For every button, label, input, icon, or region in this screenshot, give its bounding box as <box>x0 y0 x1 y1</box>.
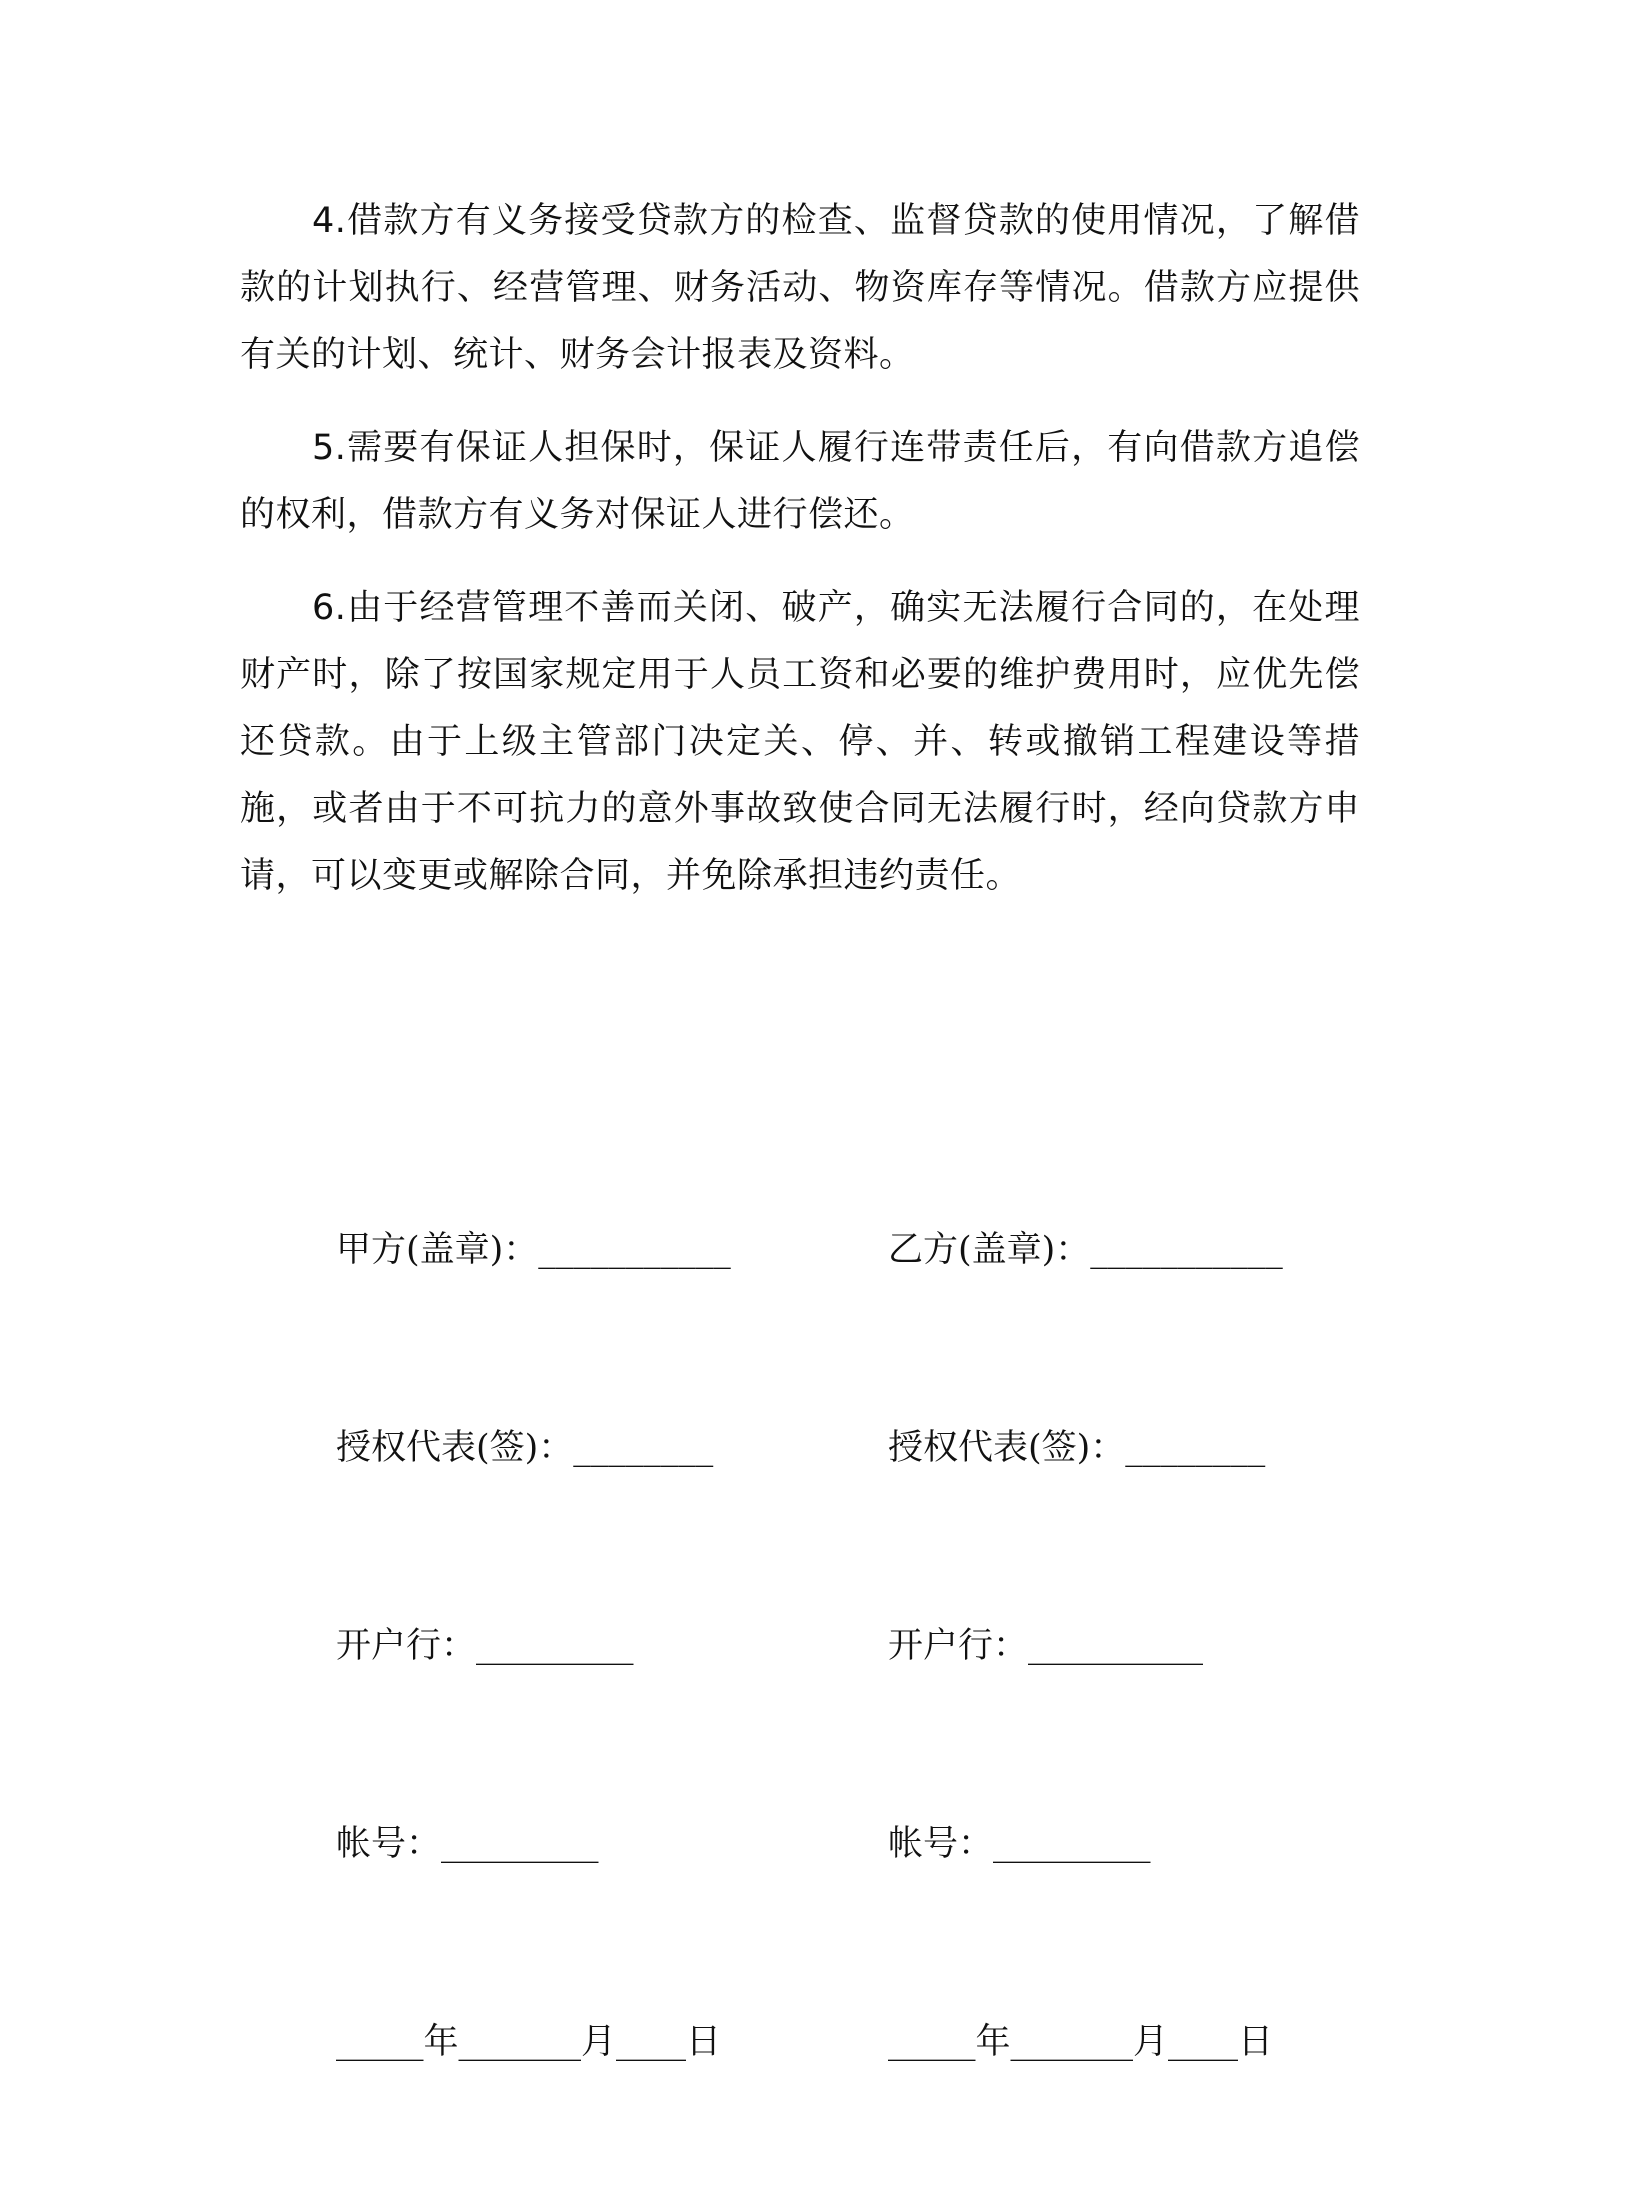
contract-body <box>240 188 1360 936</box>
party-a-seal-line: 甲方(盖章)：___________ <box>336 1230 731 1270</box>
clause-6: 6.由于经营管理不善而关闭、破产，确实无法履行合同的，在处理财产时，除了按国家规定用于人员工资和必要的维护费用时，应优先偿还贷款。由于上级主管部门决定关、停、并、转或撤销工程建设等措施，或者由于不可抗力的意外事故致使合同无法履行时，经向贷款方申请，可以变更或解除合同，并免除承担违约责任。 <box>240 588 1360 896</box>
party-b-signature-block <box>888 1085 1283 2207</box>
clause-5: 5.需要有保证人担保时，保证人履行连带责任后，有向借款方追偿的权利，借款方有义务对保证人进行偿还。 <box>240 428 1360 535</box>
party-a-signature-block <box>336 1085 731 2207</box>
party-a-account-line: 帐号：_________ <box>336 1824 599 1864</box>
party-b-seal-line: 乙方(盖章)：___________ <box>888 1230 1283 1270</box>
party-b-representative-line: 授权代表(签)：________ <box>888 1428 1266 1468</box>
party-b-bank-line: 开户行：__________ <box>888 1626 1204 1666</box>
party-b-date-line: _____年_______月____日 <box>888 2022 1274 2062</box>
clause-4: 4.借款方有义务接受贷款方的检查、监督贷款的使用情况，了解借款的计划执行、经营管理、财务活动、物资库存等情况。借款方应提供有关的计划、统计、财务会计报表及资料。 <box>240 201 1360 375</box>
party-a-date-line: _____年_______月____日 <box>336 2022 722 2062</box>
party-b-account-line: 帐号：_________ <box>888 1824 1151 1864</box>
party-a-representative-line: 授权代表(签)：________ <box>336 1428 714 1468</box>
party-a-bank-line: 开户行：_________ <box>336 1626 634 1666</box>
